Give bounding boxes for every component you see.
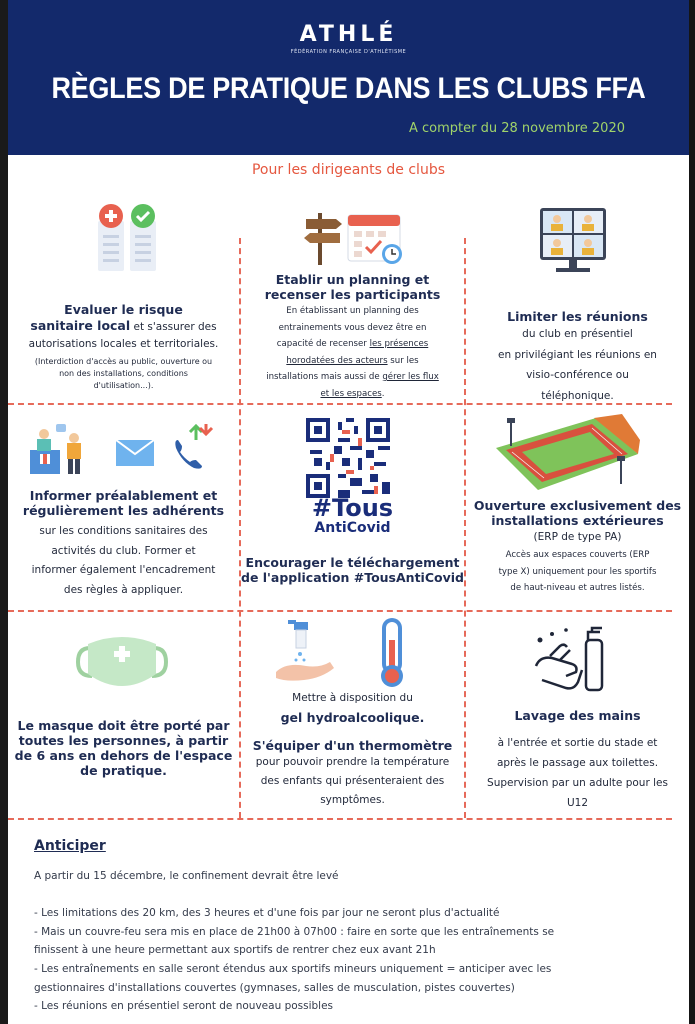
risk-note-2: non des installations, conditions (59, 369, 188, 378)
poster (8, 0, 689, 1024)
qr-code-icon (306, 418, 390, 498)
inform-line-3: informer également l'encadrement (31, 564, 216, 576)
cell-mask (8, 718, 239, 778)
planning-line-7b: . (381, 388, 385, 399)
stadium-icon (492, 412, 642, 494)
planning-line-3a: capacité de recenser (276, 339, 370, 349)
header-banner (8, 0, 689, 155)
page-title: RÈGLES DE PRATIQUE DANS LES CLUBS FFA (51, 72, 646, 105)
anticiper-bullet-4: - Les réunions en présentiel seront de nouveau possibles (34, 1000, 334, 1012)
meetings-line-3: visio-conférence ou (526, 369, 629, 381)
cell-app (241, 496, 464, 585)
athle-logo: ATHLÉ (299, 22, 398, 47)
outdoor-line-1: (ERP de type PA) (533, 531, 622, 543)
meetings-line-2: en privilégiant les réunions en (498, 348, 657, 361)
anticiper-bullet-3b: gestionnaires d'installations couvertes (gymnases, salles de musculation, pistes couvertes) (34, 982, 515, 994)
outdoor-line-4: de haut-niveau et autres listés. (510, 583, 645, 593)
gel-line-1: Mettre à disposition du (292, 692, 413, 704)
mask-line-3: de 6 ans en dehors de l'espace (14, 748, 233, 763)
outdoor-line-3: type X) uniquement pour les sportifs (498, 566, 657, 577)
cell-risk (8, 302, 239, 392)
outdoor-title-2: installations extérieures (491, 513, 664, 528)
app-title-2: de l'application #TousAntiCovid (241, 570, 464, 585)
planning-line-5: sur les (387, 355, 419, 366)
inform-title-1: Informer préalablement et (29, 488, 218, 503)
planning-line-1: En établissant un planning des (286, 306, 419, 316)
meetings-line-1: du club en présentiel (522, 328, 633, 340)
right-frame (689, 0, 695, 1024)
inform-line-1: sur les conditions sanitaires des (39, 525, 208, 537)
mask-line-2: toutes les personnes, à partir (18, 733, 229, 748)
outdoor-title-1: Ouverture exclusivement des (473, 498, 682, 513)
cell-outdoor (466, 498, 689, 597)
planning-line-6a: installations mais aussi de (266, 372, 383, 382)
wash-title: Lavage des mains (514, 708, 641, 723)
risk-note-1: (Interdiction d'accès au public, ouverture ou (34, 357, 213, 366)
cell-planning (241, 272, 464, 402)
cell-meetings (466, 309, 689, 406)
anticiper-bullet-2b: finissent à une heure permettant aux sportifs de rentrer chez eux avant 21h (34, 944, 436, 956)
wash-line-2: après le passage aux toilettes. (496, 757, 659, 769)
tous-anticovid-tag: #Tous (311, 494, 394, 522)
cell-inform (8, 488, 239, 600)
meetings-line-4: téléphonique. (541, 389, 614, 402)
wash-line-4: U12 (566, 797, 589, 809)
gel-thermometer-icon (270, 616, 416, 688)
hand-wash-icon (530, 626, 610, 696)
gel-line-6: symptômes. (320, 794, 385, 806)
mask-line-1: Le masque doit être porté par (17, 718, 230, 733)
checklist-icon (94, 203, 160, 273)
left-frame (0, 0, 8, 1024)
mask-icon (76, 630, 168, 694)
gel-line-4: pour pouvoir prendre la température (255, 756, 450, 768)
gel-line-3: S'équiper d'un thermomètre (252, 738, 453, 753)
wash-line-3: Supervision par un adulte pour les (487, 777, 668, 789)
cell-gel (241, 690, 464, 810)
wash-line-1: à l'entrée et sortie du stade et (497, 737, 658, 749)
outdoor-line-2: Accès aux espaces couverts (ERP (505, 550, 650, 560)
risk-text-1: et s'assurer des (130, 321, 217, 333)
meetings-title: Limiter les réunions (507, 309, 648, 324)
cell-wash (466, 708, 689, 813)
logo-subtitle: FÉDÉRATION FRANÇAISE D'ATHLÉTISME (290, 49, 407, 55)
risk-title: Evaluer le risque (64, 302, 183, 317)
anticiper-intro: A partir du 15 décembre, le confinement devrait être levé (34, 870, 339, 882)
risk-note-3: d'utilisation...). (93, 381, 154, 390)
mask-line-4: de pratique. (80, 763, 167, 778)
inform-line-4: des règles à appliquer. (63, 583, 184, 596)
risk-title-2: sanitaire local (30, 318, 131, 333)
video-conference-icon (538, 206, 608, 274)
planning-line-2: entrainements vous devez être en (278, 322, 427, 333)
gel-line-2: gel hydroalcoolique. (280, 710, 425, 725)
inform-title-2: régulièrement les adhérents (22, 503, 225, 518)
anticiper-heading: Anticiper (34, 838, 106, 854)
gel-line-5: des enfants qui présenteraient des (260, 775, 445, 787)
grid-divider-row2 (8, 610, 672, 612)
audience-subtitle: Pour les dirigeants de clubs (251, 162, 446, 178)
grid-divider-row3 (8, 818, 672, 820)
anticiper-bullet-3a: - Les entraînements en salle seront étendus aux sportifs mineurs uniquement = anticiper avec les (34, 963, 552, 975)
planning-title-1: Etablir un planning et (275, 272, 430, 287)
planning-line-6b: gérer les flux (382, 372, 439, 382)
app-title-1: Encourager le téléchargement (245, 555, 460, 570)
tous-anticovid-tag-2: AntiCovid (314, 520, 391, 536)
planning-title-2: recenser les participants (264, 287, 441, 302)
reception-mail-phone-icon (28, 420, 218, 478)
risk-text-2: autorisations locales et territoriales. (28, 338, 219, 350)
inform-line-2: activités du club. Former et (51, 544, 196, 557)
planning-line-4: horodatées des acteurs (286, 355, 388, 366)
planning-line-3b: les présences (369, 339, 429, 349)
calendar-signpost-icon (304, 207, 404, 267)
anticiper-bullet-2a: - Mais un couvre-feu sera mis en place de 21h00 à 07h00 : faire en sorte que les entraînements se (34, 926, 555, 938)
anticiper-bullet-1: - Les limitations des 20 km, des 3 heures et d'une fois par jour ne seront plus d'actualité (34, 907, 500, 919)
planning-line-7: et les espaces (320, 388, 382, 399)
effective-date: A compter du 28 novembre 2020 (409, 121, 625, 136)
